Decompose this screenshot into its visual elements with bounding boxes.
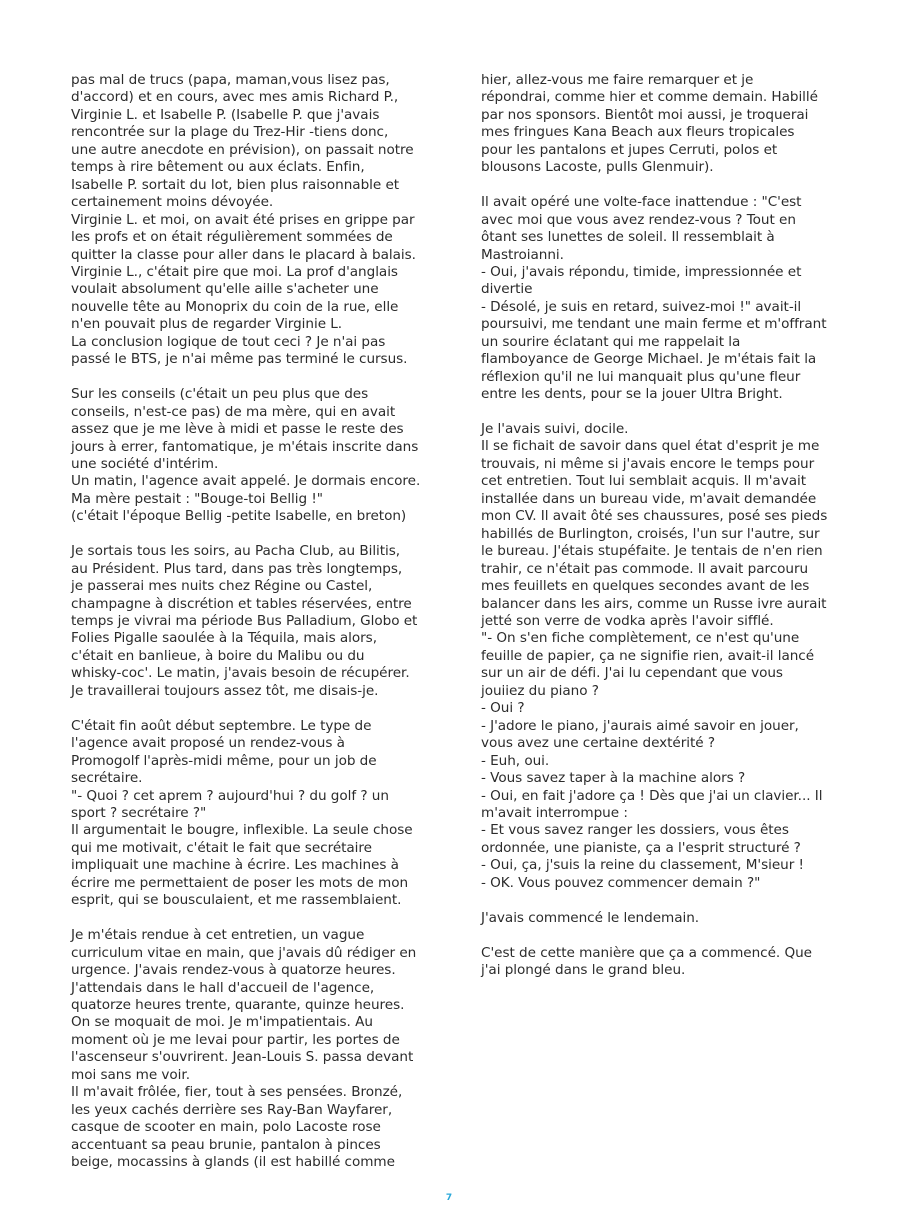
text-line: m'avait interrompue : [481,805,628,821]
text-line: conseils, n'est-ce pas) de ma mère, qui en avait [71,403,396,420]
text-line: le bureau. J'étais stupéfaite. Je tentais de n'en rien [481,543,823,560]
text-line: je passerai mes nuits chez Régine ou Castel, [71,578,373,595]
text-line: C'est de cette manière que ça a commencé. Que [481,944,812,961]
text-line: "- Quoi ? cet aprem ? aujourd'hui ? du golf ? un [71,787,389,804]
text-line: temps à rire bêtement ou aux éclats. Enfin, [71,159,365,176]
text-line: Il se fichait de savoir dans quel état d'esprit je me [481,438,820,455]
text-line: flamboyance de George Michael. Je m'étais fait la [481,351,817,368]
text-line: On se moquait de moi. Je m'impatientais. Au [71,1014,373,1031]
text-line: les yeux cachés derrière ses Ray-Ban Wayfarer, [71,1101,393,1118]
text-line: J'avais commencé le lendemain. [481,909,700,926]
text-line: (c'était l'époque Bellig -petite Isabelle, en breton) [71,508,407,525]
text-line: quitter la classe pour aller dans le placard à balais. [71,246,416,263]
text-line: - Vous savez taper à la machine alors ? [481,770,746,787]
text-line: Je m'étais rendue à cet entretien, un vague [71,927,365,944]
text-line: réflexion qu'il ne lui manquait plus qu'une fleur [481,368,801,385]
text-line: quatorze heures trente, quarante, quinze heures. [71,996,405,1013]
text-line: pour les pantalons et jupes Cerruti, polos et [481,141,778,158]
text-line: J'attendais dans le hall d'accueil de l'agence, [71,979,375,996]
text-line: Folies Pigalle saoulée à la Téquila, mais alors, [71,630,377,647]
paragraph [481,421,826,892]
text-line: jetté son verre de vodka après l'avoir sifflé. [481,613,774,630]
text-line: avec moi que vous avez rendez-vous ? Tout en [481,211,796,228]
text-line: Un matin, l'agence avait appelé. Je dormais encore. [71,473,421,490]
text-line: l'ascenseur s'ouvrirent. Jean-Louis S. passa devant [71,1049,414,1066]
text-line: Il m'avait frôlée, fier, tout à ses pensées. Bronzé, [71,1084,403,1101]
left-text-column [71,72,421,1171]
text-line: balancer dans les airs, comme un Russe ivre aurait [481,595,827,612]
text-line: - Oui, en fait j'adore ça ! Dès que j'ai un clavier... Il [481,787,823,804]
text-line: divertie [481,281,533,298]
text-line: rencontrée sur la plage du Trez-Hir -tiens donc, [71,124,389,141]
text-line: un sourire éclatant qui me rappelait la [481,333,741,350]
text-line: assez que je me lève à midi et passe le reste des [71,421,404,438]
text-line: temps je vivrai ma période Bus Palladium, Globo et [71,613,418,630]
text-line: mes fringues Kana Beach aux fleurs tropicales [481,124,795,141]
text-line: hier, allez-vous me faire remarquer et je [481,72,754,88]
text-line: pas mal de trucs (papa, maman,vous lisez pas, [71,72,390,88]
text-line: Sur les conseils (c'était un peu plus que des [71,386,369,403]
text-line: au Président. Plus tard, dans pas très longtemps, [71,560,403,577]
text-line: entre les dents, pour se la jouer Ultra Bright. [481,386,783,403]
text-line: Promogolf l'après-midi même, pour un job de [71,752,377,769]
text-line: passé le BTS, je n'ai même pas terminé le cursus. [71,351,408,368]
text-line: une autre anecdote en prévision), on passait notre [71,141,414,158]
text-line: cet entretien. Tout lui semblait acquis. Il m'avait [481,473,806,490]
text-line: - Oui, j'avais répondu, timide, impressionnée et [481,263,802,280]
text-line: esprit, qui se bousculaient, et me rassemblaient. [71,892,402,909]
paragraph [71,386,421,526]
text-line: Virginie L., c'était pire que moi. La prof d'anglais [71,263,398,280]
text-line: champagne à discrétion et tables réservées, entre [71,595,412,612]
text-line: trahir, ce n'était pas commode. Il avait parcouru [481,560,809,577]
text-line: - Et vous savez ranger les dossiers, vous êtes [481,822,789,839]
text-line: poursuivi, me tendant une main ferme et m'offrant [481,316,827,333]
text-line: c'était en banlieue, à boire du Malibu ou du [71,647,365,664]
text-line: beige, mocassins à glands (il est habillé comme [71,1154,395,1171]
text-line: certainement moins dévoyée. [71,194,274,211]
text-line: mon CV. Il avait ôté ses chaussures, posé ses pieds [481,508,828,525]
text-line: qui me motivait, c'était le fait que secrétaire [71,839,372,856]
text-line: - Euh, oui. [481,752,550,769]
text-line: impliquait une machine à écrire. Les machines à [71,857,399,874]
text-line: n'en pouvait plus de regarder Virginie L. [71,316,343,333]
text-line: - Oui ? [481,700,525,717]
text-line: jouiiez du piano ? [481,682,599,699]
text-line: curriculum vitae en main, que j'avais dû rédiger en [71,944,417,961]
text-line: - Désolé, je suis en retard, suivez-moi !" avait-il [481,298,802,315]
text-line: sport ? secrétaire ?" [71,804,207,821]
page-number: 7 [445,1193,453,1203]
text-line: feuille de papier, ça ne signifie rien, avait-il lancé [481,647,815,664]
paragraph [481,945,826,980]
text-line: C'était fin août début septembre. Le type de [71,717,372,734]
text-line: les profs et on était régulièrement sommées de [71,229,393,246]
text-line: urgence. J'avais rendez-vous à quatorze heures. [71,962,396,979]
text-line: Virginie L. et moi, on avait été prises en grippe par [71,211,415,228]
text-line: mes feuillets en quelques secondes avant de les [481,578,810,595]
paragraph [481,72,826,177]
text-line: Il argumentait le bougre, inflexible. La seule chose [71,822,413,839]
text-line: moi sans me voir. [71,1066,190,1083]
paragraph [481,194,826,403]
text-line: Ma mère pestait : "Bouge-toi Bellig !" [71,490,323,507]
text-line: Je sortais tous les soirs, au Pacha Club, au Bilitis, [71,543,401,560]
text-line: par nos sponsors. Bientôt moi aussi, je troquerai [481,106,809,123]
text-line: La conclusion logique de tout ceci ? Je n'ai pas [71,333,386,350]
right-text-column [481,72,826,980]
text-line: trouvais, ni même si j'avais encore le temps pour [481,455,815,472]
text-line: - J'adore le piano, j'aurais aimé savoir en jouer, [481,717,799,734]
text-line: ôtant ses lunettes de soleil. Il ressemblait à [481,229,775,246]
text-line: une société d'intérim. [71,455,219,472]
text-line: "- On s'en fiche complètement, ce n'est qu'une [481,630,800,647]
text-line: accentuant sa peau brunie, pantalon à pinces [71,1136,381,1153]
text-line: installée dans un bureau vide, m'avait demandée [481,490,817,507]
paragraph [71,718,416,910]
paragraph [71,72,416,369]
text-line: Il avait opéré une volte-face inattendue : "C'est [481,194,802,211]
text-line: casque de scooter en main, polo Lacoste rose [71,1119,381,1136]
text-line: blousons Lacoste, pulls Glenmuir). [481,159,714,176]
text-line: écrire me permettaient de poser les mots de mon [71,874,409,891]
text-line: secrétaire. [71,770,143,787]
text-line: l'agence avait proposé un rendez-vous à [71,735,345,752]
text-line: vous avez une certaine dextérité ? [481,735,716,752]
text-line: whisky-coc'. Le matin, j'avais besoin de récupérer. [71,665,410,682]
text-line: habillés de Burlington, croisés, l'un sur l'autre, sur [481,525,820,542]
text-line: sur un air de défi. J'ai lu cependant que vous [481,665,783,682]
text-line: jours à errer, fantomatique, je m'étais inscrite dans [71,438,419,455]
paragraph [71,543,416,700]
text-line: nouvelle tête au Monoprix du coin de la rue, elle [71,298,399,315]
text-line: Mastroianni. [481,246,564,263]
text-line: voulait absolument qu'elle aille s'acheter une [71,281,379,298]
text-line: ordonnée, une pianiste, ça a l'esprit structuré ? [481,839,801,856]
text-line: Virginie L. et Isabelle P. (Isabelle P. que j'avais [71,106,380,123]
text-line: d'accord) et en cours, avec mes amis Richard P., [71,89,399,106]
text-line: moment où je me levai pour partir, les portes de [71,1031,400,1048]
text-line: Je travaillerai toujours assez tôt, me disais-je. [71,682,379,699]
paragraph [481,910,826,927]
text-line: j'ai plongé dans le grand bleu. [481,962,686,979]
text-line: - OK. Vous pouvez commencer demain ?" [481,874,761,891]
text-line: répondrai, comme hier et comme demain. Habillé [481,89,818,106]
paragraph [71,927,416,1171]
text-line: - Oui, ça, j'suis la reine du classement, M'sieur ! [481,857,804,874]
text-line: Je l'avais suivi, docile. [481,421,629,438]
text-line: Isabelle P. sortait du lot, bien plus raisonnable et [71,176,400,193]
